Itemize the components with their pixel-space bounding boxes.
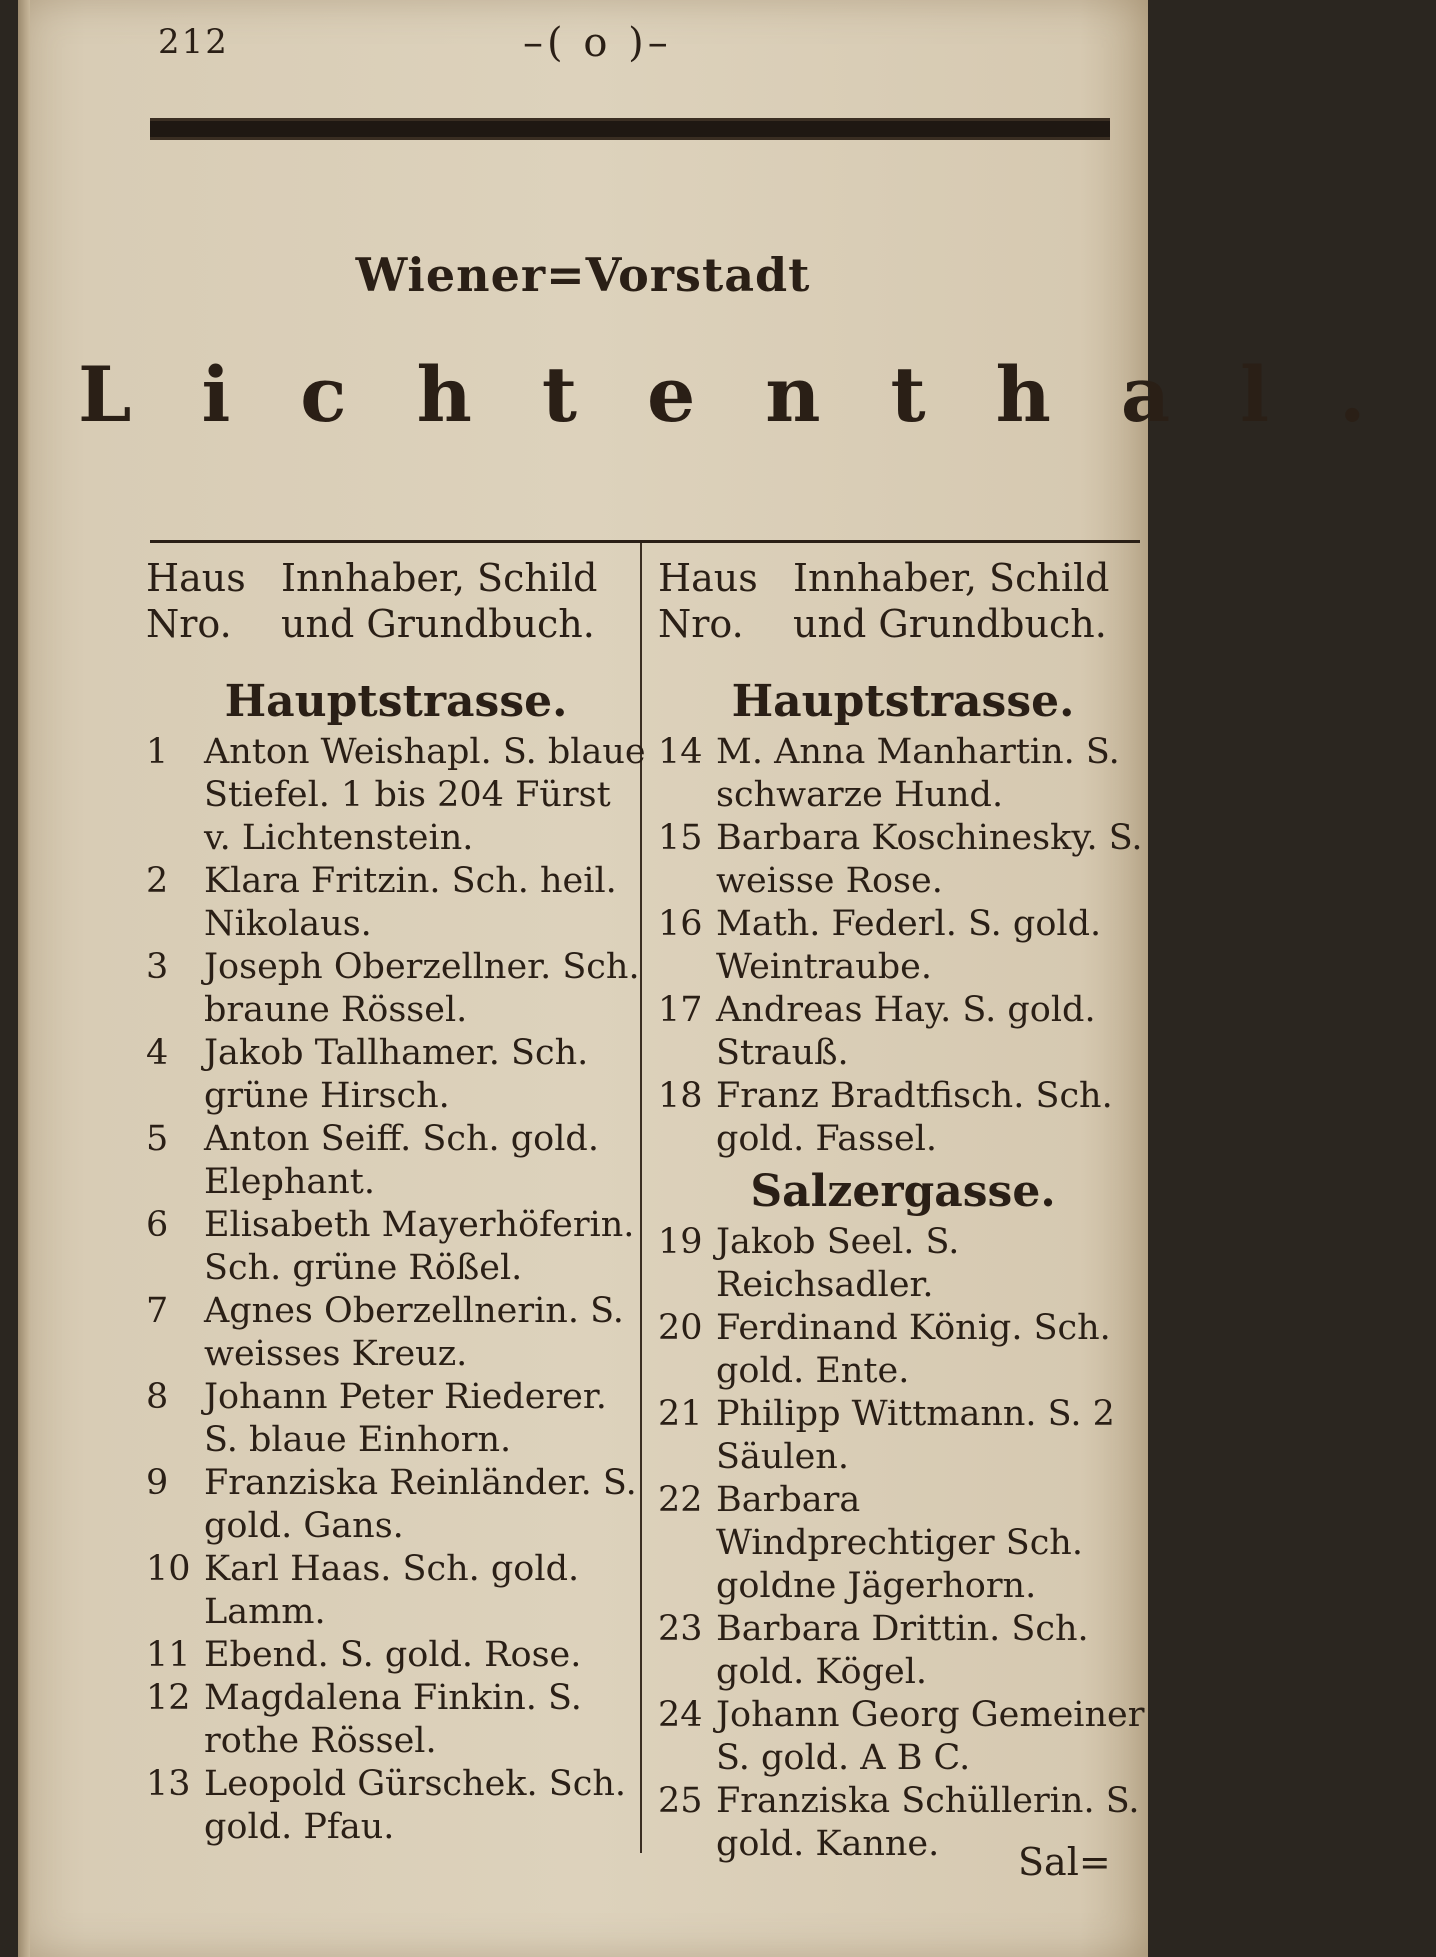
entry-text: Franziska Reinländer. S. gold. Gans. xyxy=(204,1463,637,1546)
list-item xyxy=(658,1608,1148,1694)
house-number: 3 xyxy=(146,947,169,987)
list-item xyxy=(658,1075,1148,1161)
list-item xyxy=(658,731,1148,817)
house-number: 15 xyxy=(658,818,703,858)
list-item xyxy=(146,860,646,946)
entry-text: Ferdinand König. Sch. gold. Ente. xyxy=(716,1308,1111,1391)
house-number: 16 xyxy=(658,904,703,944)
list-item xyxy=(146,1204,646,1290)
list-item xyxy=(658,1479,1148,1608)
house-number: 6 xyxy=(146,1205,169,1245)
house-number: 14 xyxy=(658,732,703,772)
running-header xyxy=(18,22,1148,82)
entry-text: Andreas Hay. S. gold. Strauß. xyxy=(716,990,1096,1073)
house-number: 21 xyxy=(658,1394,703,1434)
entry-text: Leopold Gürschek. Sch. gold. Pfau. xyxy=(204,1764,626,1847)
list-item xyxy=(658,1694,1148,1780)
house-number: 23 xyxy=(658,1609,703,1649)
column-header xyxy=(146,555,646,647)
list-item xyxy=(146,1763,646,1849)
house-number: 20 xyxy=(658,1308,703,1348)
house-number: 12 xyxy=(146,1678,191,1718)
house-number: 18 xyxy=(658,1076,703,1116)
table-top-rule xyxy=(150,540,1140,543)
list-item xyxy=(146,1290,646,1376)
entry-text: Johann Georg Gemeiner S. gold. A B C. xyxy=(716,1695,1145,1778)
street-heading: Salzergasse. xyxy=(750,1166,1056,1217)
innhaber-header: Innhaber, Schild und Grundbuch. xyxy=(281,556,598,646)
header-rule xyxy=(150,118,1110,140)
book-page xyxy=(18,0,1436,1957)
entry-text: Johann Peter Riederer. S. blaue Einhorn. xyxy=(204,1377,607,1460)
entry-text: Elisabeth Mayerhöferin. Sch. grüne Rößel. xyxy=(204,1205,635,1288)
entry-text: Jakob Seel. S. Reichsadler. xyxy=(716,1222,960,1305)
section-title: Lichtenthal. xyxy=(78,350,1436,439)
entry-text: Anton Weishapl. S. blaue Stiefel. 1 bis 204 Fürst v. Lichtenstein. xyxy=(204,732,646,858)
left-column xyxy=(146,555,646,1849)
house-number: 25 xyxy=(658,1781,703,1821)
entry-text: Barbara Windprechtiger Sch. goldne Jägerhorn. xyxy=(716,1480,1083,1606)
house-number: 9 xyxy=(146,1463,169,1503)
list-item xyxy=(658,1307,1148,1393)
entry-text: M. Anna Manhartin. S. schwarze Hund. xyxy=(716,732,1120,815)
house-number: 1 xyxy=(146,732,169,772)
entry-text: Karl Haas. Sch. gold. Lamm. xyxy=(204,1549,580,1632)
header-ornament: –( o )– xyxy=(523,20,672,66)
entry-text: Anton Seiff. Sch. gold. Elephant. xyxy=(204,1119,599,1202)
house-number: 10 xyxy=(146,1549,191,1589)
haus-header: Haus Nro. xyxy=(658,556,758,646)
list-item xyxy=(658,817,1148,903)
right-column xyxy=(658,555,1148,1866)
entry-text: Philipp Wittmann. S. 2 Säulen. xyxy=(716,1394,1115,1477)
entry-text: Joseph Oberzellner. Sch. braune Rössel. xyxy=(204,947,640,1030)
house-number: 22 xyxy=(658,1480,703,1520)
list-item xyxy=(146,946,646,1032)
entry-text: Jakob Tallhamer. Sch. grüne Hirsch. xyxy=(204,1033,589,1116)
column-header xyxy=(658,555,1148,647)
list-item xyxy=(146,1462,646,1548)
list-item xyxy=(146,1376,646,1462)
house-number: 24 xyxy=(658,1695,703,1735)
list-item xyxy=(658,1393,1148,1479)
list-item xyxy=(658,989,1148,1075)
entry-text: Agnes Oberzellnerin. S. weisses Kreuz. xyxy=(204,1291,624,1374)
list-item xyxy=(146,1118,646,1204)
house-number: 8 xyxy=(146,1377,169,1417)
section-subtitle: Wiener=Vorstadt xyxy=(355,248,811,302)
entry-text: Barbara Koschinesky. S. weisse Rose. xyxy=(716,818,1143,901)
page-number: 212 xyxy=(158,22,229,62)
catchword: Sal= xyxy=(1018,1840,1111,1884)
house-number: 17 xyxy=(658,990,703,1030)
haus-header: Haus Nro. xyxy=(146,556,246,646)
list-item xyxy=(146,1548,646,1634)
innhaber-header: Innhaber, Schild und Grundbuch. xyxy=(793,556,1110,646)
house-number: 13 xyxy=(146,1764,191,1804)
list-item xyxy=(146,731,646,860)
entry-text: Ebend. S. gold. Rose. xyxy=(204,1635,582,1675)
street-heading: Hauptstrasse. xyxy=(224,676,568,727)
house-number: 4 xyxy=(146,1033,169,1073)
entry-text: Franz Bradtfisch. Sch. gold. Fassel. xyxy=(716,1076,1113,1159)
list-item xyxy=(658,903,1148,989)
entry-text: Franziska Schüllerin. S. gold. Kanne. xyxy=(716,1781,1140,1864)
house-number: 2 xyxy=(146,861,169,901)
list-item xyxy=(658,1221,1148,1307)
entry-text: Klara Fritzin. Sch. heil. Nikolaus. xyxy=(204,861,617,944)
list-item xyxy=(146,1032,646,1118)
entry-text: Math. Federl. S. gold. Weintraube. xyxy=(716,904,1102,987)
list-item xyxy=(146,1677,646,1763)
house-number: 11 xyxy=(146,1635,191,1675)
house-number: 7 xyxy=(146,1291,169,1331)
entry-text: Magdalena Finkin. S. rothe Rössel. xyxy=(204,1678,582,1761)
house-number: 5 xyxy=(146,1119,169,1159)
house-number: 19 xyxy=(658,1222,703,1262)
entry-text: Barbara Drittin. Sch. gold. Kögel. xyxy=(716,1609,1089,1692)
street-heading: Hauptstrasse. xyxy=(731,676,1075,727)
list-item xyxy=(146,1634,646,1677)
